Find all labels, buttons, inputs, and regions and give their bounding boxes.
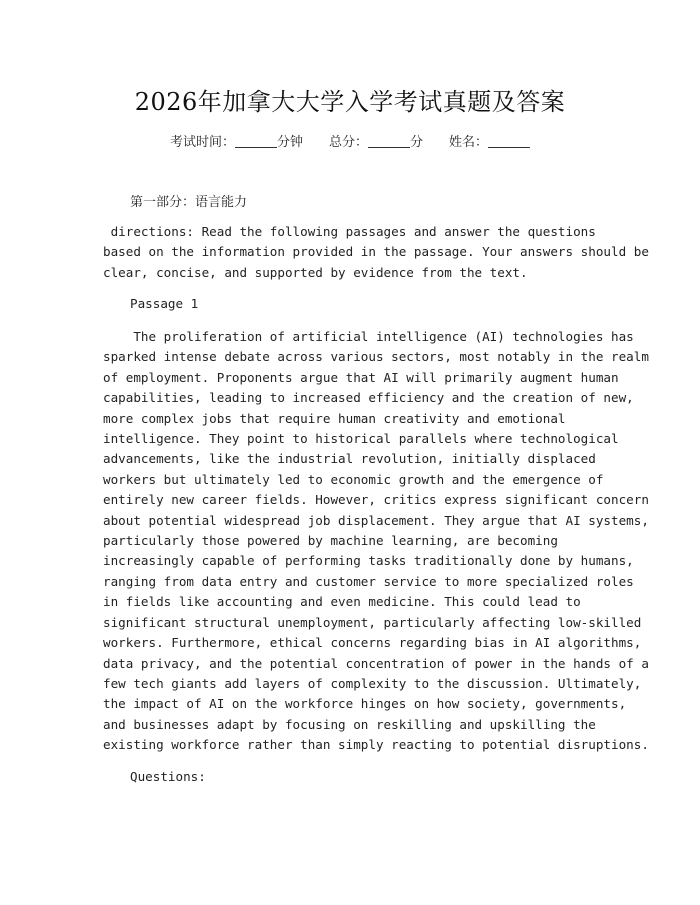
questions-label: Questions:	[130, 769, 206, 784]
score-blank	[368, 135, 410, 148]
name-blank	[488, 135, 530, 148]
score-label: 总分：	[328, 135, 368, 150]
passage-label: Passage 1	[130, 296, 199, 311]
time-blank	[235, 135, 277, 148]
page-title: 2026年加拿大大学入学考试真题及答案	[134, 88, 566, 116]
directions-text: directions: Read the following passages and answer the questions based on the information provided in the passage. Your answers should be clear, concise, and supported by evidence from the text.	[103, 224, 649, 280]
time-label: 考试时间：	[169, 135, 235, 150]
exam-info-line	[0, 131, 700, 150]
section-heading: 第一部分：语言能力	[130, 195, 248, 210]
time-unit: 分钟	[276, 135, 303, 150]
name-label: 姓名：	[449, 135, 489, 150]
score-unit: 分	[410, 135, 424, 150]
passage-text: The proliferation of artificial intelligence (AI) technologies has sparked intense debate across various sectors, most notably in the realm of employment. Proponents argue that AI will primarily augment human capabilities, leading to increased efficiency and the creation of new, more complex jobs that require human creativity and emotional intelligence. They point to historical parallels where technological advancements, like the industrial revolution, initially displaced workers but ultimately led to economic growth and the emergence of entirely new career fields. However, critics express significant concern about potential widespread job displacement. They argue that AI systems, particularly those powered by machine learning, are becoming increasingly capable of performing tasks traditionally done by humans, ranging from data entry and customer service to more specialized roles in fields like accounting and even medicine. This could lead to significant structural unemployment, particularly affecting low-skilled workers. Furthermore, ethical concerns regarding bias in AI algorithms, data privacy, and the potential concentration of power in the hands of a few tech giants add layers of complexity to the discussion. Ultimately, the impact of AI on the workforce hinges on how society, governments, and businesses adapt by focusing on reskilling and upskilling the existing workforce rather than simply reacting to potential disruptions.	[103, 329, 649, 753]
